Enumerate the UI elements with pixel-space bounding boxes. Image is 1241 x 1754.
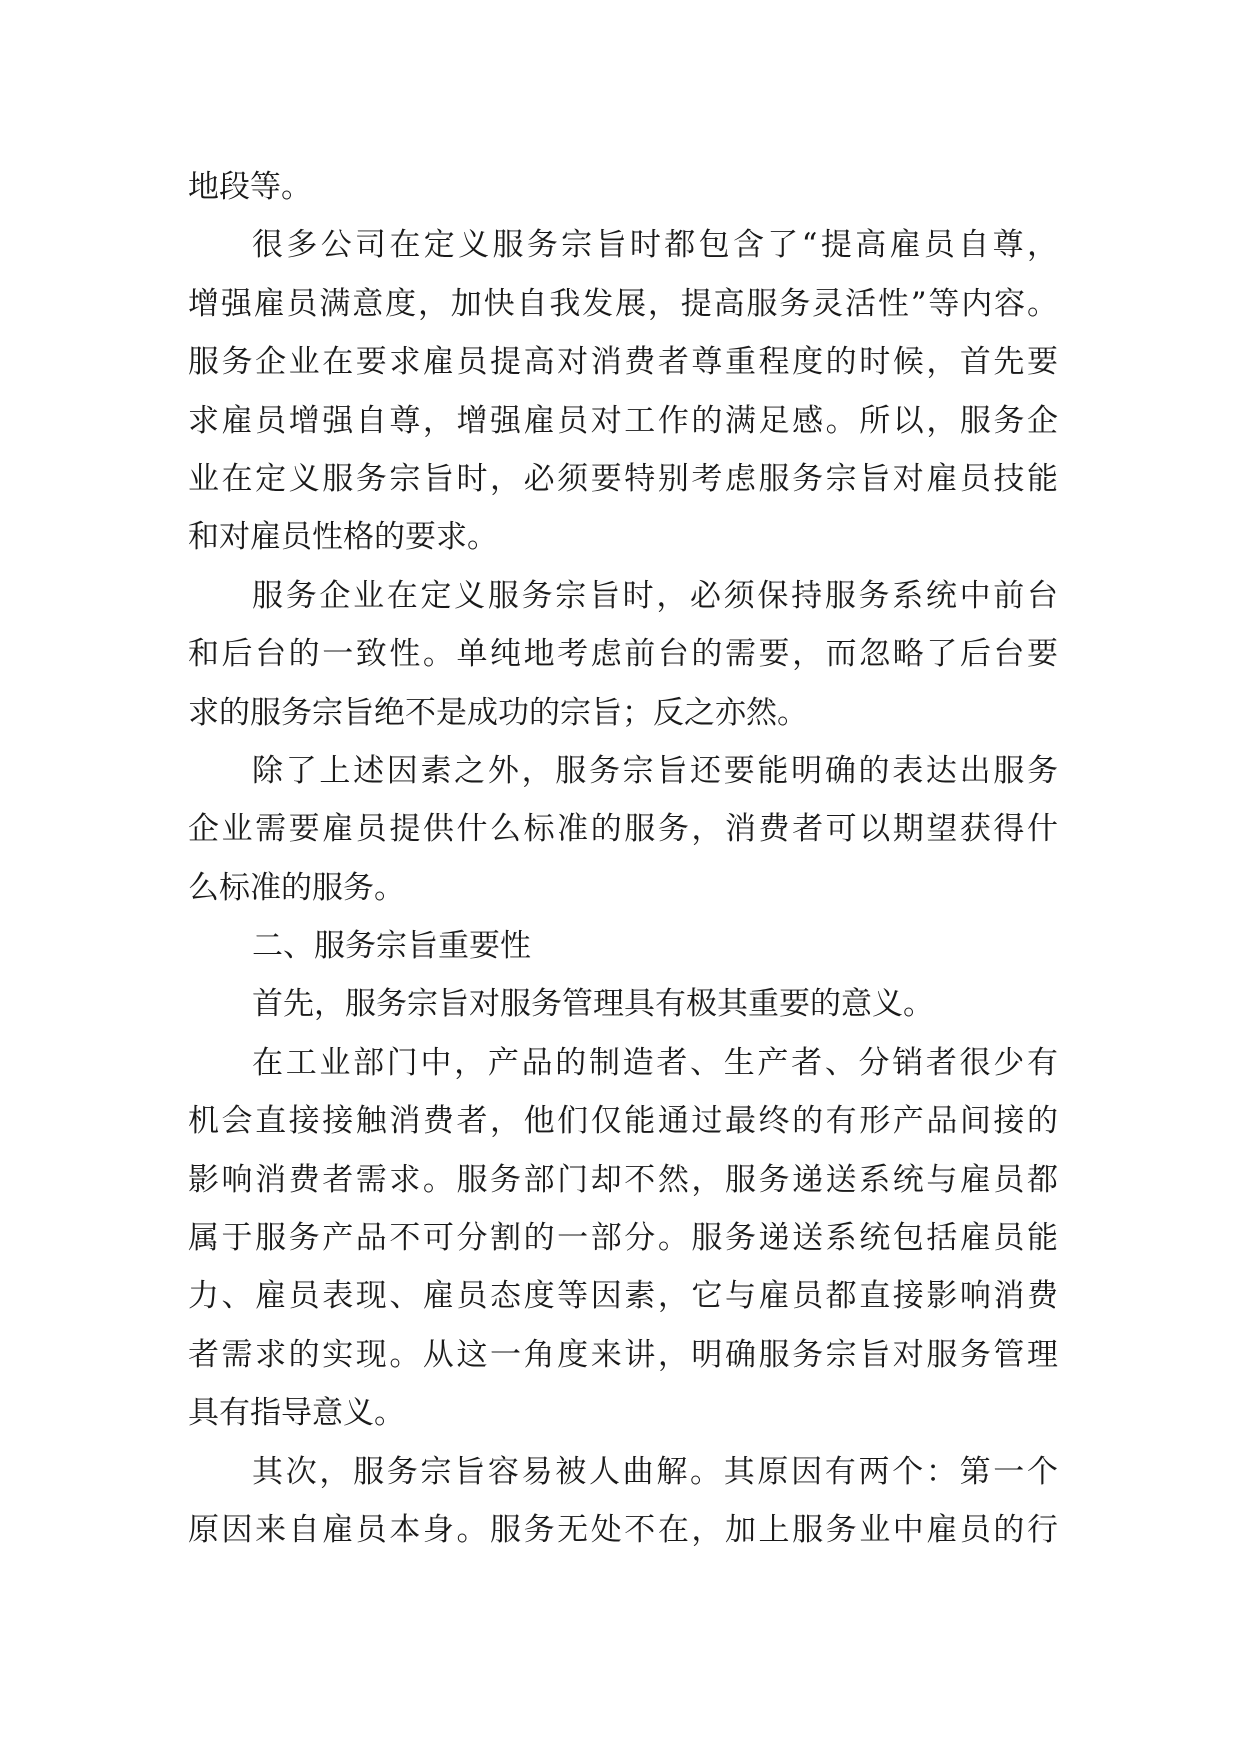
text-line: 求雇员增强自尊，增强雇员对工作的满足感。所以，服务企	[188, 402, 1058, 439]
text-line: 增强雇员满意度，加快自我发展，提高服务灵活性”等内容。	[188, 285, 1058, 322]
text-line: 求的服务宗旨绝不是成功的宗旨；反之亦然。	[188, 694, 808, 731]
text-line: 和后台的一致性。单纯地考虑前台的需要，而忽略了后台要	[188, 636, 1058, 673]
text-line: 服务企业在要求雇员提高对消费者尊重程度的时候，首先要	[188, 344, 1058, 381]
text-line: 首先，服务宗旨对服务管理具有极其重要的意义。	[252, 986, 934, 1023]
text-line: 服务企业在定义服务宗旨时，必须保持服务系统中前台	[252, 577, 1058, 614]
text-line: 企业需要雇员提供什么标准的服务，消费者可以期望获得什	[188, 811, 1058, 848]
body-text	[188, 158, 1058, 1559]
text-line: 地段等。	[188, 169, 312, 205]
text-line: 其次，服务宗旨容易被人曲解。其原因有两个：第一个	[252, 1453, 1058, 1490]
text-line: 力、雇员表现、雇员态度等因素，它与雇员都直接影响消费	[188, 1278, 1058, 1315]
text-line: 属于服务产品不可分割的一部分。服务递送系统包括雇员能	[188, 1220, 1058, 1257]
text-line: 影响消费者需求。服务部门却不然，服务递送系统与雇员都	[188, 1161, 1058, 1198]
text-line: 在工业部门中，产品的制造者、生产者、分销者很少有	[252, 1044, 1058, 1081]
text-line: 和对雇员性格的要求。	[188, 519, 498, 556]
text-line: 者需求的实现。从这一角度来讲，明确服务宗旨对服务管理	[188, 1336, 1058, 1373]
section-heading: 二、服务宗旨重要性	[252, 928, 531, 965]
text-line: 业在定义服务宗旨时，必须要特别考虑服务宗旨对雇员技能	[188, 460, 1058, 497]
text-line: 很多公司在定义服务宗旨时都包含了“提高雇员自尊，	[252, 227, 1058, 264]
text-line: 具有指导意义。	[188, 1395, 405, 1432]
text-line: 么标准的服务。	[188, 869, 405, 906]
text-line: 除了上述因素之外，服务宗旨还要能明确的表达出服务	[252, 752, 1058, 789]
text-line: 机会直接接触消费者，他们仅能通过最终的有形产品间接的	[188, 1103, 1058, 1140]
text-line: 原因来自雇员本身。服务无处不在，加上服务业中雇员的行	[188, 1511, 1058, 1548]
